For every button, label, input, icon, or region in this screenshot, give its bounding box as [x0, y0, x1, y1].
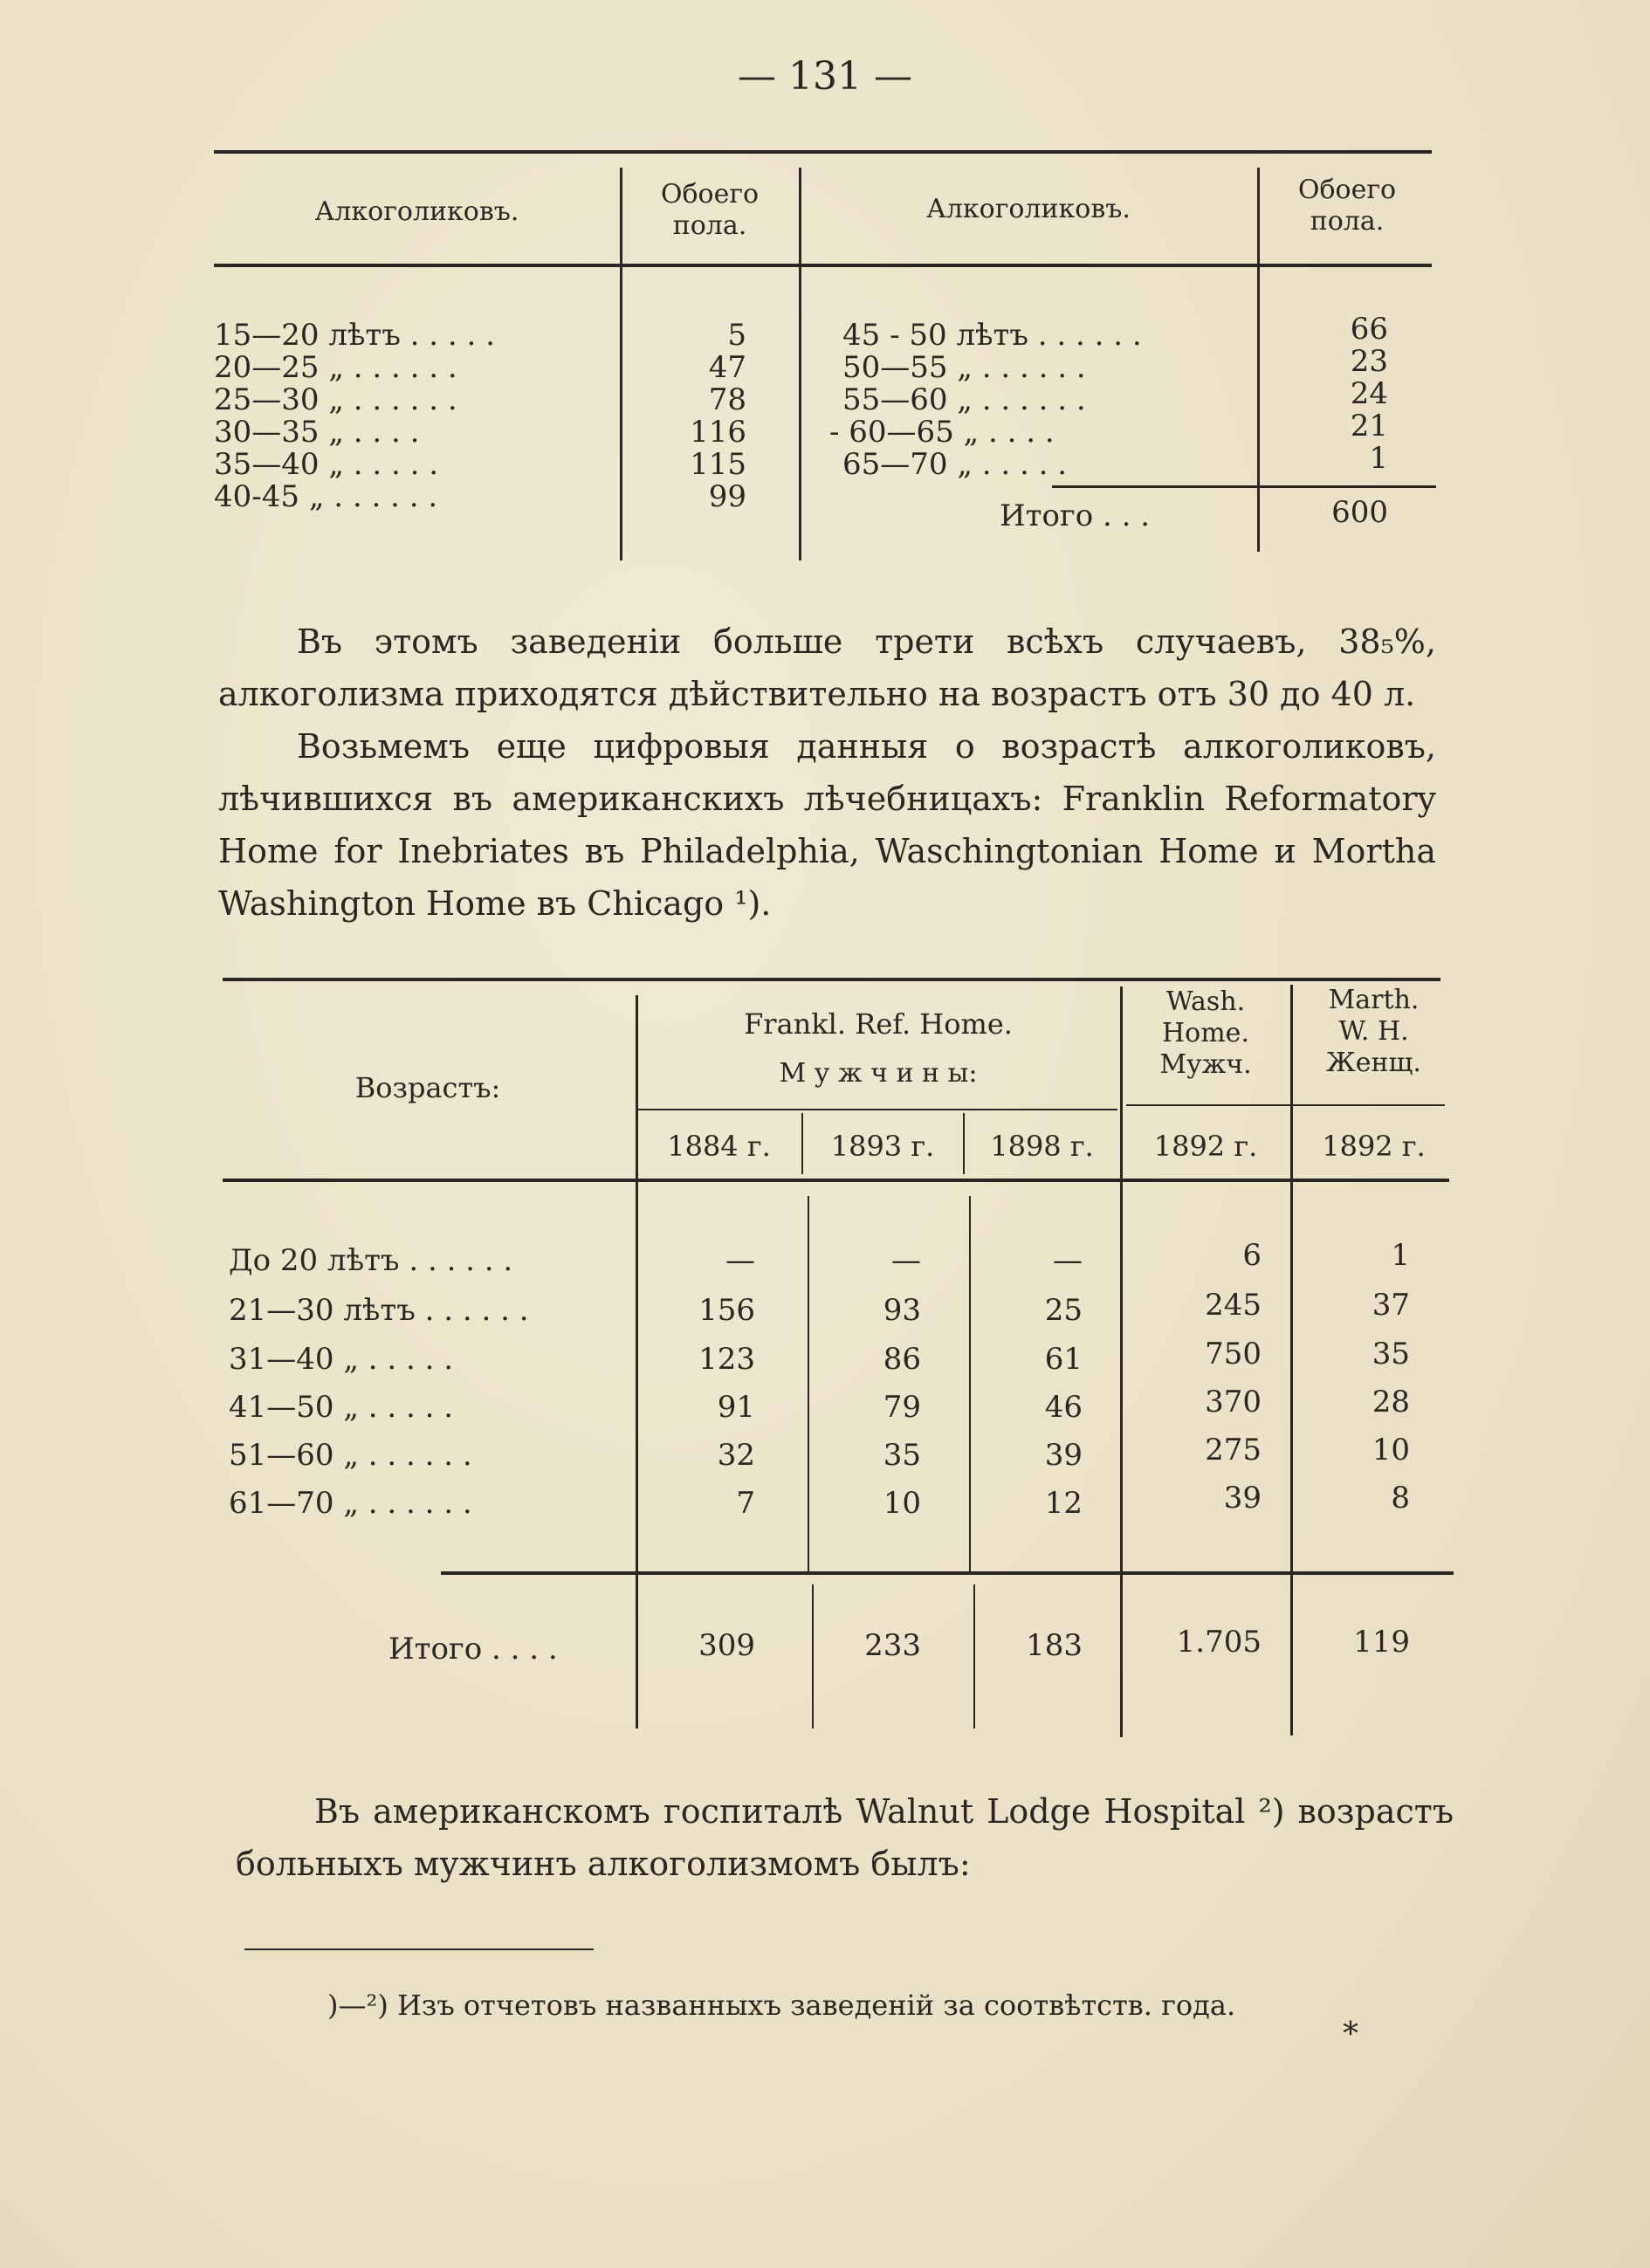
table2-cell: 39 — [1044, 1438, 1083, 1473]
table1-top-rule — [214, 150, 1432, 154]
table1-row-label: 35—40 „ . . . . . — [214, 447, 439, 482]
paragraph-3: Въ американскомъ госпиталѣ Walnut Lodge Hospital ²) возрастъ больныхъ мужчинъ алкоголизмомъ былъ: — [236, 1792, 1454, 1883]
table1-total-label: Итого . . . — [1000, 498, 1151, 533]
table1-row-value: 47 — [708, 350, 746, 385]
page-number: — 131 — — [738, 54, 912, 99]
table1-row-value: 23 — [1350, 344, 1388, 379]
table2-header-age: Возрастъ: — [354, 1071, 501, 1104]
table1-row-label: 40-45 „ . . . . . . — [214, 479, 438, 514]
table2-row-label: 41—50 „ . . . . . — [229, 1390, 454, 1425]
footnote-rule — [244, 1948, 594, 1950]
table1-row-label: 55—60 „ . . . . . . — [842, 382, 1086, 417]
table2-subheader-rule — [1126, 1104, 1445, 1106]
table1-header-alcoholics: Алкоголиковъ. — [314, 196, 519, 227]
table2-cell: — — [725, 1243, 755, 1278]
table1-header-both-sexes: Обоего пола. — [1297, 175, 1397, 237]
table1-header-alcoholics: Алкоголиковъ. — [926, 194, 1131, 224]
table2-cell: 370 — [1205, 1385, 1262, 1419]
table2-cell: 1 — [1391, 1238, 1410, 1273]
table2-cell: 275 — [1205, 1433, 1262, 1467]
table2-cell: 10 — [1372, 1433, 1410, 1467]
table2-total-value: 309 — [698, 1628, 755, 1663]
table1-row-value: 66 — [1350, 312, 1388, 347]
table2-total-label: Итого . . . . — [388, 1632, 558, 1667]
table2-year: 1884 г. — [667, 1130, 771, 1163]
table2-year: 1893 г. — [830, 1130, 935, 1163]
table2-divider — [636, 995, 638, 1728]
paragraph-1: Въ этомъ заведенiи больше трети всѣхъ случаевъ, 38₅%, алкоголизма приходятся дѣйствительно на возрастъ отъ 30 до 40 л. — [218, 622, 1436, 713]
table2-subheader-rule — [637, 1109, 1117, 1110]
table2-cell: 245 — [1205, 1288, 1262, 1323]
table2-cell: 32 — [717, 1438, 755, 1473]
table2-total-value: 119 — [1353, 1625, 1410, 1660]
table2-cell: 37 — [1372, 1288, 1410, 1323]
footnote: )—²) Изъ отчетовъ названныхъ заведенiй за соотвѣтств. года. — [327, 1989, 1236, 2022]
table2-total-value: 233 — [864, 1628, 921, 1663]
table1-divider — [799, 168, 801, 560]
table2-header-men: М у ж ч и н ы: — [779, 1058, 978, 1089]
table1-row-label: - 60—65 „ . . . . — [829, 415, 1055, 450]
table1-row-label: 20—25 „ . . . . . . — [214, 350, 457, 385]
table2-total-value: 183 — [1026, 1628, 1083, 1663]
table2-row-label: 21—30 лѣтъ . . . . . . — [229, 1293, 529, 1328]
table2-divider — [963, 1113, 965, 1174]
table2-divider — [1290, 985, 1293, 1735]
table2-cell: 10 — [883, 1486, 921, 1521]
table1-row-value: 116 — [690, 415, 746, 450]
table2-divider — [801, 1113, 803, 1174]
table2-cell: 25 — [1044, 1293, 1083, 1328]
table2-cell: 93 — [883, 1293, 921, 1328]
table2-cell: 6 — [1242, 1238, 1262, 1273]
table2-cell: — — [891, 1243, 921, 1278]
table1-row-label: 30—35 „ . . . . — [214, 415, 420, 450]
table2-cell: 91 — [717, 1390, 755, 1425]
table2-cell: 86 — [883, 1342, 921, 1377]
table2-row-label: 51—60 „ . . . . . . — [229, 1438, 472, 1473]
table1-row-value: 24 — [1350, 376, 1388, 411]
table2-cell: 28 — [1372, 1385, 1410, 1419]
table2-top-rule — [223, 978, 1440, 981]
table2-header-rule — [223, 1179, 1449, 1182]
table2-cell: 39 — [1223, 1481, 1262, 1515]
table2-cell: 35 — [1372, 1337, 1410, 1371]
table2-cell: 8 — [1391, 1481, 1410, 1515]
table2-cell: 156 — [698, 1293, 755, 1328]
table2-year: 1892 г. — [1153, 1130, 1258, 1163]
table2-year: 1898 г. — [990, 1130, 1094, 1163]
table2-row-label: 31—40 „ . . . . . — [229, 1342, 454, 1377]
table1-row-label: 25—30 „ . . . . . . — [214, 382, 457, 417]
table1-header-rule — [214, 264, 1432, 267]
table1-row-value: 115 — [690, 447, 746, 482]
table1-header-both-sexes: Обоего пола. — [660, 179, 760, 241]
table1-row-value: 78 — [708, 382, 746, 417]
table1-row-value: 1 — [1369, 441, 1388, 476]
table1-row-value: 5 — [727, 318, 746, 353]
table1-total-value: 600 — [1331, 495, 1388, 530]
table2-cell: 79 — [883, 1390, 921, 1425]
table2-header-franklin: Frankl. Ref. Home. — [744, 1007, 1013, 1041]
table2-divider — [808, 1196, 809, 1571]
table2-cell: 7 — [736, 1486, 755, 1521]
table2-divider — [1120, 986, 1123, 1737]
table1-row-label: 15—20 лѣтъ . . . . . — [214, 318, 495, 353]
table2-year: 1892 г. — [1322, 1130, 1426, 1163]
table1-row-label: 50—55 „ . . . . . . — [842, 350, 1086, 385]
table2-cell: 750 — [1205, 1337, 1262, 1371]
table2-header-marth: Marth. W. H. Женщ. — [1326, 985, 1421, 1078]
table1-row-value: 99 — [708, 479, 746, 514]
table2-cell: 123 — [698, 1342, 755, 1377]
table2-row-label: До 20 лѣтъ . . . . . . — [229, 1243, 513, 1278]
table2-total-value: 1.705 — [1176, 1625, 1262, 1660]
table2-cell: — — [1053, 1243, 1083, 1278]
table1-total-rule — [1052, 485, 1436, 488]
signature-mark: * — [1343, 2017, 1358, 2052]
table1-row-label: 65—70 „ . . . . . — [842, 447, 1068, 482]
table2-total-rule — [441, 1571, 1454, 1575]
table1-row-label: 45 - 50 лѣтъ . . . . . . — [842, 318, 1142, 353]
table2-cell: 12 — [1044, 1486, 1083, 1521]
paragraph-2: Возьмемъ еще цифровыя данныя о возрастѣ алкоголиковъ, лѣчившихся въ американскихъ лѣчебницахъ: Franklin Reformatory Home for Inebriates въ Philadelphia, Waschingtonian Home и Mortha Washington Home въ Chicago ¹). — [218, 727, 1436, 923]
table2-row-label: 61—70 „ . . . . . . — [229, 1486, 472, 1521]
table2-cell: 46 — [1044, 1390, 1083, 1425]
table2-divider — [969, 1196, 971, 1571]
table2-header-wash: Wash. Home. Мужч. — [1159, 986, 1252, 1080]
table2-cell: 35 — [883, 1438, 921, 1473]
table1-row-value: 21 — [1350, 409, 1388, 443]
table2-cell: 61 — [1044, 1342, 1083, 1377]
